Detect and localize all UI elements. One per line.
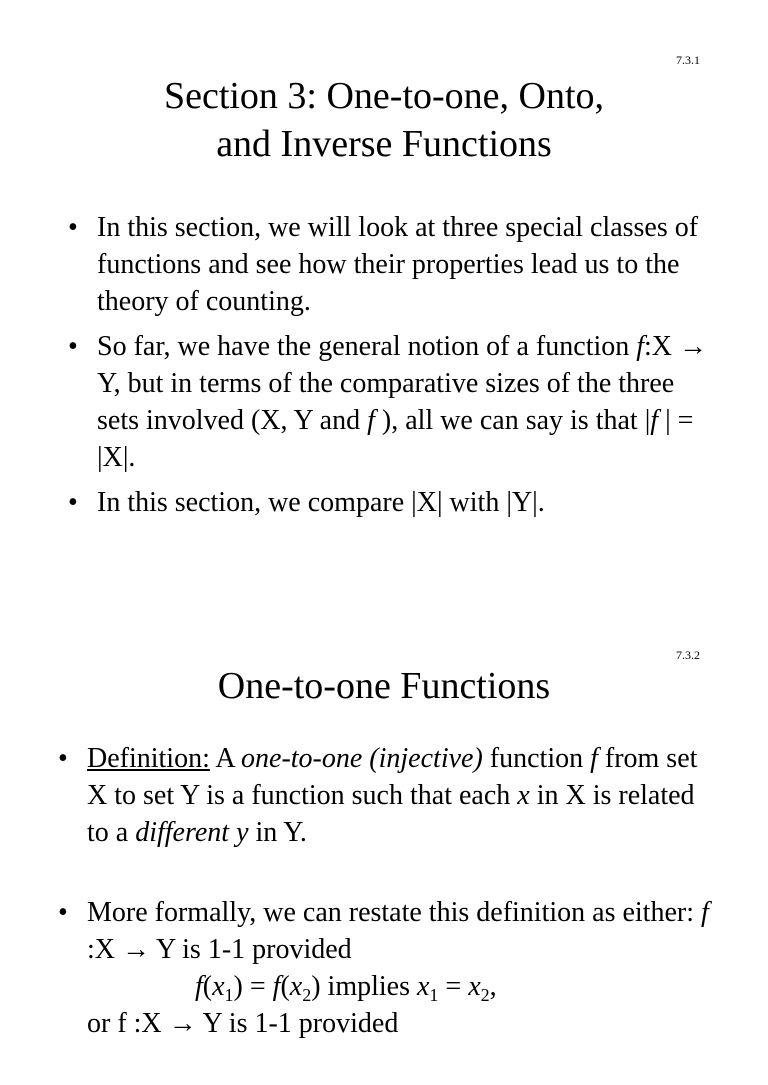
text-run [229,817,236,848]
function-symbol: f [367,405,375,436]
page-number: 7.3.1 [676,53,700,67]
text-run: = [438,971,469,1002]
bullet-dot: • [68,487,78,518]
variable-x: x [212,971,225,1002]
bullet-list [58,740,718,1085]
definition-label: Definition: [87,743,210,774]
slide-title: One-to-one Functions [217,665,551,707]
text-run: More formally, we can restate this definition as either: [87,897,701,928]
function-symbol: f [650,405,659,436]
cut-off-line: or f :X → Y is 1-1 provided [87,1008,399,1039]
slide-title [0,72,768,168]
bullet-text [87,743,697,848]
text-run: :X → Y, but in terms of the comparative sizes of the three sets involved (X, Y and [97,331,708,436]
function-symbol: f [195,971,203,1002]
text-run: in Y. [248,817,307,848]
text-run: ( [202,971,213,1002]
bullet-dot: • [68,331,78,362]
bullet-item [68,328,718,476]
bullet-text: In this section, we will look at three special classes of functions and see how their properties lead us to the theory of counting. [97,212,699,317]
definition-bullet [58,740,718,851]
variable-x: x [416,971,430,1002]
text-run: A [209,743,242,774]
function-symbol: f [272,971,281,1002]
text-run: in X is related to a [87,780,695,848]
bullet-dot: • [58,743,68,774]
emphasis-word: different [135,817,230,848]
variable-y: y [236,817,249,848]
function-symbol: f [636,331,645,362]
bullet-text [87,897,709,965]
bullet-list [68,209,718,529]
variable-x: x [468,971,481,1002]
bullet-item [68,484,718,521]
variable-x: x [289,971,303,1002]
function-symbol: f [590,743,598,774]
text-run: | = |X|. [97,405,694,473]
text-run: ) implies [311,971,417,1002]
function-symbol: f [700,897,709,928]
text-run: :X → Y is 1-1 provided [87,934,352,965]
bullet-text [97,331,707,473]
slide-7-3-2 [0,600,768,1039]
bullet-text: In this section, we compare |X| with |Y|. [97,487,545,518]
title-line-1: Section 3: One-to-one, Onto, [163,75,605,117]
page-number: 7.3.2 [676,648,700,662]
text-run: ) = [233,971,273,1002]
bullet-item [68,209,718,320]
title-line-2: and Inverse Functions [216,123,552,165]
subscript: 1 [224,985,234,1005]
variable-x: x [517,780,530,811]
formal-definition-bullet [58,894,718,1042]
bullet-dot: • [68,212,78,243]
implication-formula [87,968,718,1005]
subscript: 2 [480,985,490,1005]
bullet-dot: • [58,897,68,928]
defined-term: one-to-one (injective) [241,743,483,774]
text-run: function [482,743,591,774]
text-run: ), all we can say is that | [374,405,651,436]
text-run: from set X to set Y is a function such that each [87,743,698,811]
subscript: 2 [302,985,312,1005]
subscript: 1 [429,985,439,1005]
text-run: So far, we have the general notion of a function [97,331,637,362]
text-run: , [489,971,497,1002]
text-run: ( [280,971,290,1002]
